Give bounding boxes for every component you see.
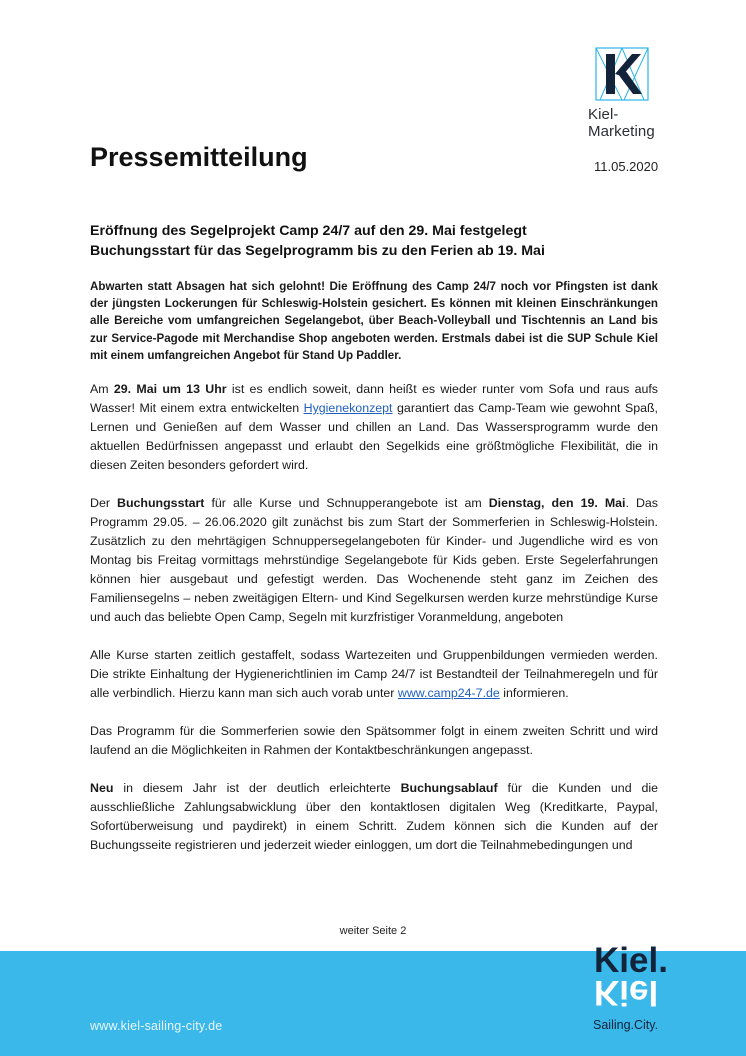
text: . Das Programm 29.05. – 26.06.2020 gilt zunächst bis zum Start der Sommerferien in Schleswig-Holstein. Zusätzlich zu den mehrtägigen Schnuppersegelangeboten für Kinder- und Jugendliche wird es von Montag bis Freitag vormittags mehrstündige Segelangebote für Kids geben. Erste Segelerfahrungen können hier ausgebaut und gefestigt werden. Das Wochenende steht ganz im Zeichen des Familiensegelns – neben zweitägigen Eltern- und Kind Segelkursen werden kurze mehrstündige Kurse und auch das beliebte Open Camp, Segeln mit kurzfristiger Voranmeldung, angeboten (90, 496, 658, 625)
kiel-logo-dot: . (658, 941, 668, 980)
text: ist es endlich soweit, dann heißt es wieder runter vom Sofa und raus aufs Wasser! Mit einem extra entwickelten (90, 382, 658, 416)
emphasis-booking-date: Dienstag, den 19. Mai (488, 496, 626, 511)
emphasis-new: Neu (90, 781, 114, 796)
text: für die Kunden und die ausschließliche Zahlungsabwicklung über den kontaktlosen digitalen Weg (Kreditkarte, Paypal, Sofortüberweisung und paydirekt) in einem Schritt. Zudem können sich die Kunden auf der Buchungsseite registrieren und jederzeit wieder einloggen, um dort die Teilnahmebedingungen und (90, 781, 659, 853)
page-title: Pressemitteilung (90, 142, 308, 172)
paragraph-booking-start (90, 494, 658, 627)
paragraph-summer-program: Das Programm für die Sommerferien sowie den Spätsommer folgt in einem zweiten Schritt und wird laufend an die Möglichkeiten in Rahmen der Kontaktbeschränkungen angepasst. (90, 724, 658, 758)
emphasis-booking-process: Buchungsablauf (400, 781, 498, 796)
text: Alle Kurse starten zeitlich gestaffelt, sodass Wartezeiten und Gruppenbildungen vermieden werden. Die strikte Einhaltung der Hygienerichtlinien im Camp 24/7 ist Bestandteil der Teilnahmeregeln und für alle verbindlich. Hierzu kann man sich auch vorab unter (90, 648, 658, 701)
kiel-logo-reflection: Kiel (594, 973, 659, 1012)
kiel-logo-tagline: Sailing.City. (593, 1018, 659, 1032)
headline-line-2: Buchungsstart für das Segelprogramm bis zu den Ferien ab 19. Mai (90, 243, 545, 259)
text: für alle Kurse und Schnupperangebote ist am (204, 496, 489, 511)
hygiene-concept-link[interactable]: Hygienekonzept (303, 401, 393, 416)
article-body (90, 278, 658, 874)
paragraph-opening (90, 380, 658, 475)
text: Am (90, 382, 114, 397)
camp-website-link[interactable]: www.camp24-7.de (397, 686, 500, 701)
emphasis-booking-start: Buchungsstart (117, 496, 205, 511)
release-date: 11.05.2020 (594, 159, 659, 174)
text: informieren. (499, 686, 569, 701)
headline (90, 221, 670, 261)
footer-url[interactable]: www.kiel-sailing-city.de (90, 1019, 223, 1033)
paragraph-booking-process (90, 779, 658, 855)
kiel-marketing-logo (588, 46, 680, 140)
text: in diesem Jahr ist der deutlich erleichterte (113, 781, 401, 796)
kiel-marketing-wordmark: Kiel-Marketing (588, 106, 655, 140)
kiel-logo-text: Kiel (594, 941, 659, 980)
lead-paragraph: Abwarten statt Absagen hat sich gelohnt! Die Eröffnung des Camp 24/7 noch vor Pfingsten ist dank der jüngsten Lockerungen für Schleswig-Holstein gesichert. Es können mit kleinen Einschränkungen alle Bereiche vom umfangreichen Segelangebot, über Beach-Volleyball und Tischtennis an Land bis zur Service-Pagode mit Merchandise Shop angeboten werden. Erstmals dabei ist die SUP Schule Kiel mit einem umfangreichen Angebot für Stand Up Paddler. (90, 280, 658, 362)
paragraph-hygiene (90, 646, 658, 703)
kiel-marketing-k-icon (594, 46, 650, 102)
text: Der (90, 496, 117, 511)
headline-line-1: Eröffnung des Segelprojekt Camp 24/7 auf den 29. Mai festgelegt (90, 223, 527, 239)
continued-note: weiter Seite 2 (339, 925, 407, 937)
emphasis-opening-time: 29. Mai um 13 Uhr (113, 382, 227, 397)
text: garantiert das Camp-Team wie gewohnt Spaß, Lernen und Genießen auf dem Wasser und chillen an Land. Das Wassersprogramm wurde den aktuellen Bedürfnissen angepasst und erlaubt den Segelkids eine größtmögliche Flexibilität, die in diesen Zeiten besonders gefordert wird. (90, 401, 658, 473)
kiel-sailing-city-logo (588, 941, 688, 1044)
